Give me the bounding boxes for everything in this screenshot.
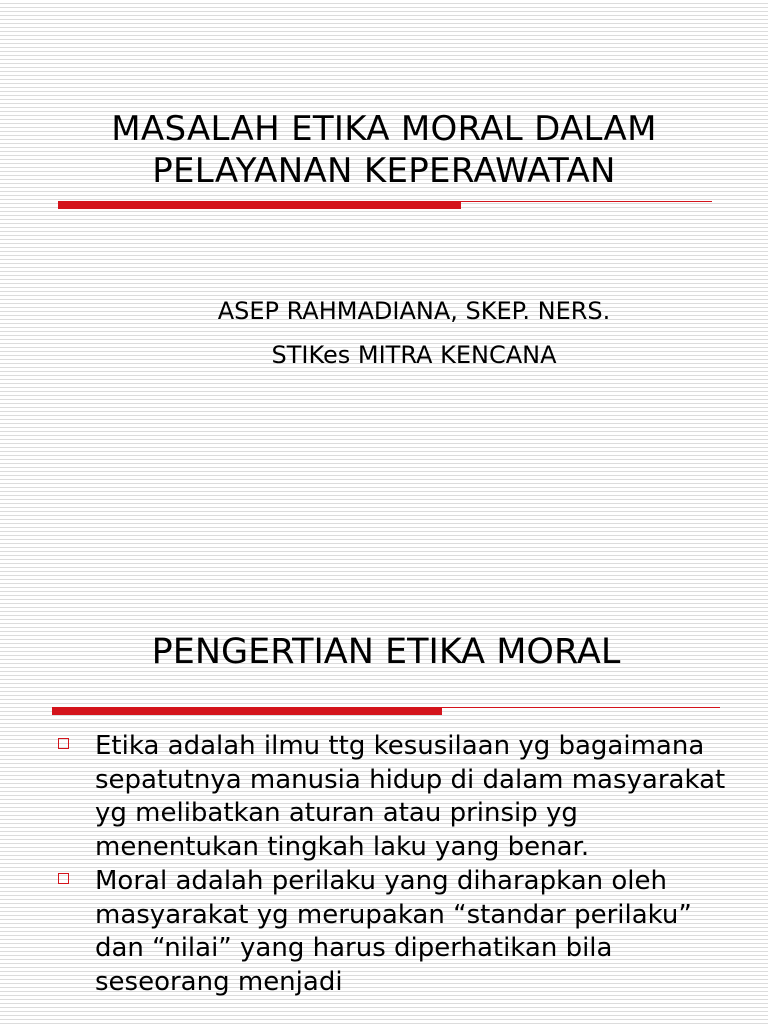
bullet-text: Etika adalah ilmu ttg kesusilaan yg bagaimana sepatutnya manusia hidup di dalam masyarakat yg melibatkan aturan atau prinsip yg menentukan tingkah laku yang benar.	[95, 731, 726, 862]
divider-thin-segment	[461, 201, 712, 202]
list-item	[58, 730, 738, 864]
definition-divider	[52, 707, 720, 715]
divider-thick-segment	[58, 201, 461, 209]
bullet-text: Moral adalah perilaku yang diharapkan oleh masyarakat yg merupakan “standar perilaku” dan “nilai” yang harus diperhatikan bila seseorang menjadi	[95, 866, 692, 997]
hollow-square-bullet-icon	[58, 873, 69, 884]
title-line-2: PELAYANAN KEPERAWATAN	[152, 151, 616, 191]
hollow-square-bullet-icon	[58, 738, 69, 749]
divider-thin-segment	[442, 707, 720, 708]
slide-title-heading	[0, 108, 768, 192]
institution-name: STIKes MITRA KENCANA	[271, 341, 557, 369]
title-divider	[58, 201, 712, 209]
slide-definition	[0, 590, 768, 1024]
author-name: ASEP RAHMADIANA, SKEP. NERS.	[217, 297, 611, 325]
title-line-1: MASALAH ETIKA MORAL DALAM	[111, 109, 657, 149]
definition-bullet-list	[58, 730, 738, 1000]
list-item	[58, 865, 738, 999]
definition-heading: PENGERTIAN ETIKA MORAL	[151, 632, 621, 672]
divider-thick-segment	[52, 707, 442, 715]
